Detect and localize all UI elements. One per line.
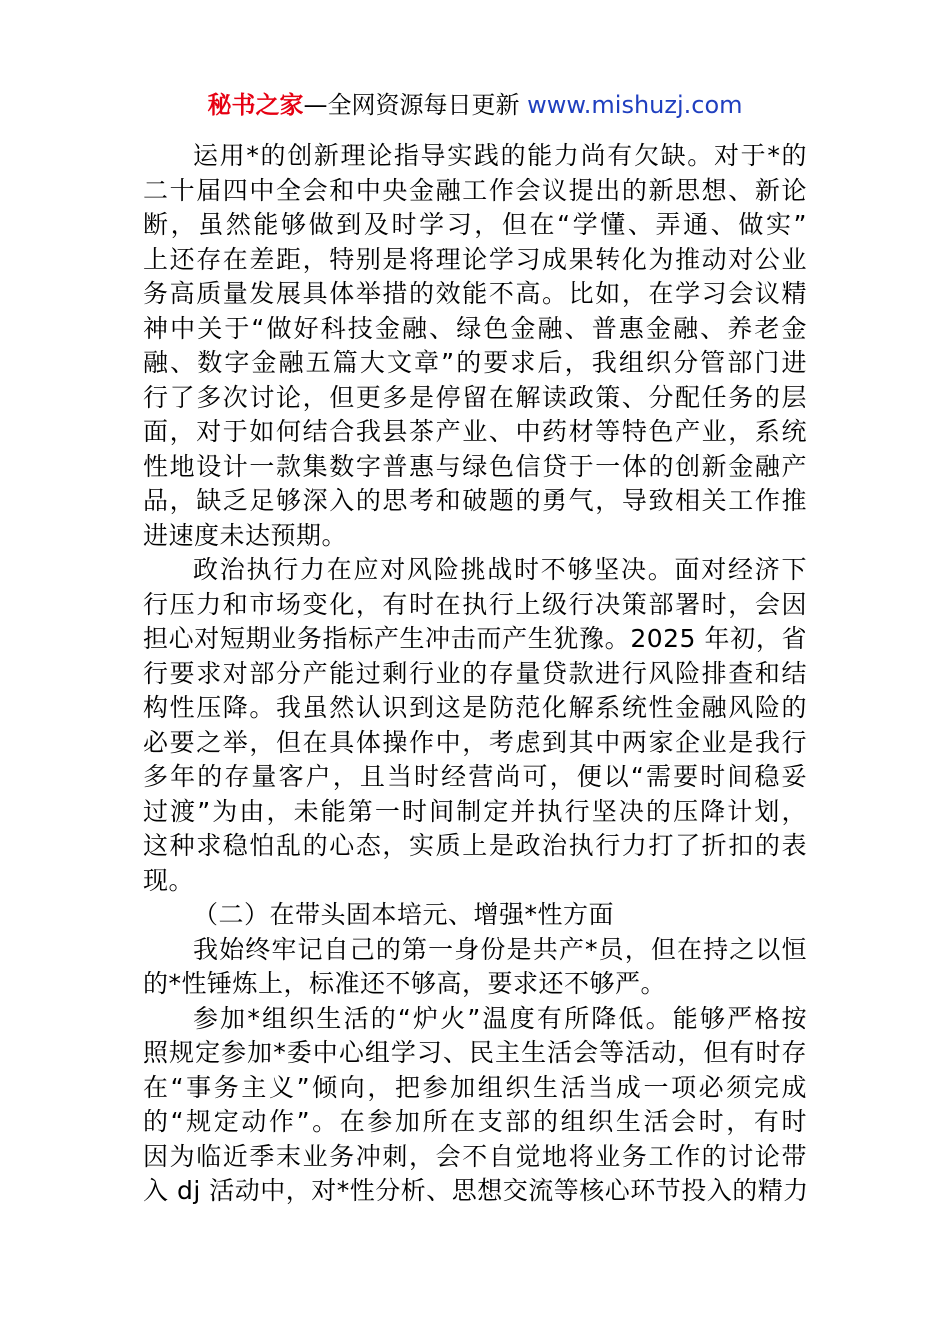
paragraph-line: 行了多次讨论，但更多是停留在解读政策、分配任务的层 bbox=[143, 382, 807, 412]
paragraph-line: 参加*组织生活的“炉火”温度有所降低。能够严格按 bbox=[193, 1003, 807, 1033]
brand-name: 秘书之家 bbox=[207, 91, 304, 119]
paragraph-line: 断，虽然能够做到及时学习，但在“学懂、弄通、做实” bbox=[143, 210, 807, 239]
paragraph-line: 构性压降。我虽然认识到这是防范化解系统性金融风险的 bbox=[143, 693, 807, 722]
banner-separator: — bbox=[303, 91, 328, 119]
paragraph-line: 政治执行力在应对风险挑战时不够坚决。面对经济下 bbox=[193, 555, 807, 584]
paragraph-line: 现。 bbox=[143, 865, 195, 895]
document-body bbox=[143, 139, 807, 1209]
paragraph-line: 照规定参加*委中心组学习、民主生活会等活动，但有时存 bbox=[143, 1038, 807, 1067]
paragraph-line: 性地设计一款集数字普惠与绿色信贷于一体的创新金融产 bbox=[143, 451, 807, 481]
paragraph-line: 二十届四中全会和中央金融工作会议提出的新思想、新论 bbox=[143, 175, 807, 205]
paragraph-line: 的*性锤炼上，标准还不够高，要求还不够严。 bbox=[143, 969, 667, 998]
paragraph-line: 在“事务主义”倾向，把参加组织生活当成一项必须完成 bbox=[143, 1072, 807, 1102]
banner-tagline: 全网资源每日更新 bbox=[327, 91, 520, 119]
paragraph-line: 担心对短期业务指标产生冲击而产生犹豫。2025 年初，省 bbox=[143, 624, 807, 653]
site-url-link[interactable]: www.mishuzj.com bbox=[527, 91, 743, 119]
paragraph-line: 这种求稳怕乱的心态，实质上是政治执行力打了折扣的表 bbox=[143, 831, 807, 860]
paragraph-line: 运用*的创新理论指导实践的能力尚有欠缺。对于*的 bbox=[193, 141, 807, 170]
paragraph-line: 过渡”为由，未能第一时间制定并执行坚决的压降计划， bbox=[143, 796, 807, 826]
paragraph-line: 神中关于“做好科技金融、绿色金融、普惠金融、养老金 bbox=[143, 313, 807, 343]
paragraph-line: 入 dj 活动中，对*性分析、思想交流等核心环节投入的精力 bbox=[143, 1176, 809, 1205]
paragraph-line: 因为临近季末业务冲刺，会不自觉地将业务工作的讨论带 bbox=[143, 1141, 807, 1171]
paragraph-line: 融、数字金融五篇大文章”的要求后，我组织分管部门进 bbox=[143, 348, 807, 377]
paragraph-line: 我始终牢记自己的第一身份是共产*员，但在持之以恒 bbox=[193, 934, 807, 964]
paragraph-line: 品，缺乏足够深入的思考和破题的勇气，导致相关工作推 bbox=[143, 486, 807, 515]
paragraph-line: 的“规定动作”。在参加所在支部的组织生活会时，有时 bbox=[143, 1107, 807, 1136]
paragraph-line: 行要求对部分产能过剩行业的存量贷款进行风险排查和结 bbox=[143, 658, 807, 688]
paragraph-line: 进速度未达预期。 bbox=[143, 520, 348, 550]
paragraph-line: 必要之举，但在具体操作中，考虑到其中两家企业是我行 bbox=[143, 727, 807, 757]
paragraph-line: 行压力和市场变化，有时在执行上级行决策部署时，会因 bbox=[143, 589, 807, 619]
paragraph-line: 面，对于如何结合我县茶产业、中药材等特色产业，系统 bbox=[143, 417, 807, 446]
paragraph-line: 务高质量发展具体举措的效能不高。比如，在学习会议精 bbox=[143, 279, 807, 308]
paragraph-line: 上还存在差距，特别是将理论学习成果转化为推动对公业 bbox=[143, 244, 807, 274]
site-banner bbox=[0, 88, 950, 122]
paragraph-line: 多年的存量客户，且当时经营尚可，便以“需要时间稳妥 bbox=[143, 762, 807, 791]
section-heading: （二）在带头固本培元、增强*性方面 bbox=[193, 900, 615, 929]
